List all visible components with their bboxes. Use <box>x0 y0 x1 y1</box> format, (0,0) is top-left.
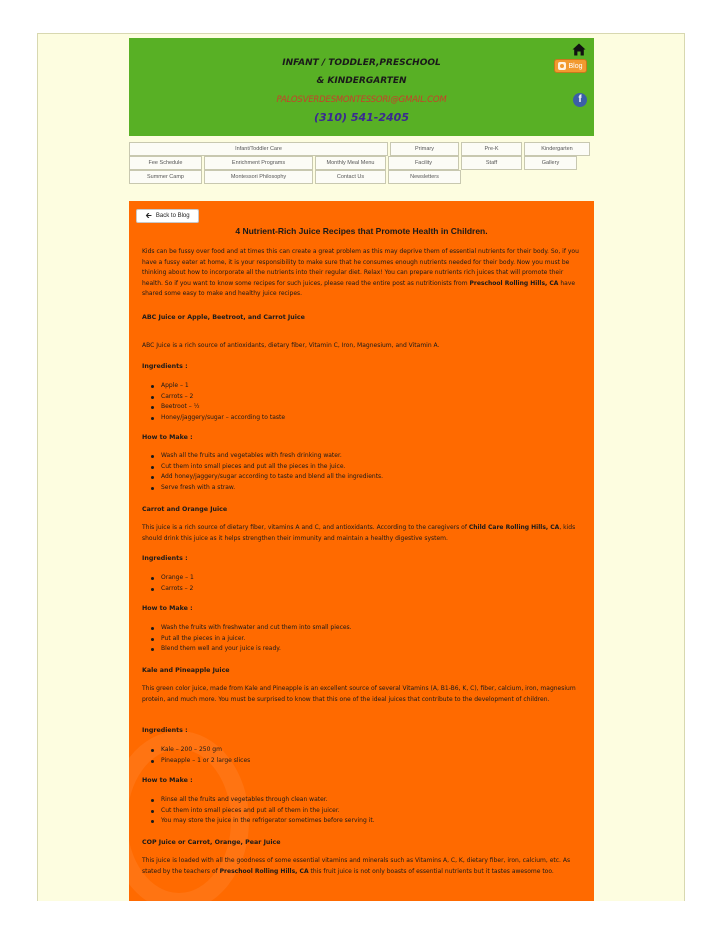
kale-ingredients-heading: Ingredients : <box>142 727 188 734</box>
list-item: Beetroot – ½ <box>142 402 582 413</box>
page-container <box>37 33 685 901</box>
rss-icon <box>558 62 566 70</box>
blog-button[interactable] <box>554 59 587 73</box>
nav-pre-k[interactable]: Pre-K <box>461 142 522 156</box>
nav-fee-schedule[interactable]: Fee Schedule <box>129 156 202 170</box>
carrot-ingredients-heading: Ingredients : <box>142 555 188 562</box>
preschool-link[interactable]: Preschool Rolling Hills, CA <box>219 867 309 875</box>
preschool-link[interactable]: Preschool Rolling Hills, CA <box>469 279 559 287</box>
email-link[interactable]: PALOSVERDESMONTESSORI@GMAIL.COM <box>276 95 447 105</box>
list-item: You may store the juice in the refrigerator sometimes before serving it. <box>142 816 582 827</box>
nav-enrichment-programs[interactable]: Enrichment Programs <box>204 156 313 170</box>
abc-steps-list <box>142 451 582 493</box>
nav-monthly-meal-menu[interactable]: Monthly Meal Menu <box>315 156 386 170</box>
school-title-line1: INFANT / TODDLER,PRESCHOOL <box>282 58 441 68</box>
abc-ingredients-list <box>142 381 582 423</box>
nav-staff[interactable]: Staff <box>461 156 522 170</box>
list-item: Carrots – 2 <box>142 584 582 595</box>
carrot-description: This juice is a rich source of dietary fiber, vitamins A and C, and antioxidants. According to the caregivers of Child Care Rolling Hills, CA, kids should drink this juice as it helps strengthen their immunity and maintain a healthy digestive system. <box>142 524 576 542</box>
list-item: Wash the fruits with freshwater and cut them into small pieces. <box>142 623 582 634</box>
nav-primary[interactable]: Primary <box>390 142 459 156</box>
nav-kindergarten[interactable]: Kindergarten <box>524 142 590 156</box>
list-item: Apple – 1 <box>142 381 582 392</box>
school-title-line2: & KINDERGARTEN <box>316 76 407 86</box>
carrot-heading: Carrot and Orange Juice <box>142 506 228 513</box>
cop-description: This juice is loaded with all the goodness of some essential vitamins and minerals such as Vitamins A, C, K, dietary fiber, iron, calcium, etc. As stated by the teachers of Preschool Rolling Hills, CA this fruit juice is not only boasts of essential nutrients but it tastes awesome too. <box>142 857 571 875</box>
nav-gallery[interactable]: Gallery <box>524 156 577 170</box>
carrot-ingredients-list <box>142 573 582 594</box>
nav-montessori-philosophy[interactable]: Montessori Philosophy <box>204 170 313 184</box>
list-item: Rinse all the fruits and vegetables through clean water. <box>142 795 582 806</box>
facebook-icon[interactable]: f <box>573 93 587 107</box>
blog-post <box>129 201 594 901</box>
list-item: Cut them into small pieces and put all of them in the juicer. <box>142 806 582 817</box>
list-item: Blend them well and your juice is ready. <box>142 644 582 655</box>
list-item: Pineapple – 1 or 2 large slices <box>142 756 582 767</box>
nav-contact-us[interactable]: Contact Us <box>315 170 386 184</box>
phone-number[interactable]: (310) 541-2405 <box>314 111 409 124</box>
nav-facility[interactable]: Facility <box>388 156 459 170</box>
kale-how-heading: How to Make : <box>142 777 193 784</box>
nav-infant-toddler-care[interactable]: Infant/Toddler Care <box>129 142 388 156</box>
list-item: Orange – 1 <box>142 573 582 584</box>
list-item: Put all the pieces in a juicer. <box>142 634 582 645</box>
cop-heading: COP Juice or Carrot, Orange, Pear Juice <box>142 839 281 846</box>
nav-summer-camp[interactable]: Summer Camp <box>129 170 202 184</box>
abc-heading: ABC Juice or Apple, Beetroot, and Carrot Juice <box>142 314 305 321</box>
list-item: Cut them into small pieces and put all the pieces in the juice. <box>142 462 582 473</box>
site-header <box>129 38 594 136</box>
list-item: Wash all the fruits and vegetables with fresh drinking water. <box>142 451 582 462</box>
arrow-left-icon: 🡰 <box>145 211 152 220</box>
blog-label: Blog <box>568 62 583 70</box>
abc-how-heading: How to Make : <box>142 434 193 441</box>
carrot-steps-list <box>142 623 582 655</box>
intro-paragraph: Kids can be fussy over food and at times this can create a great problem as this may deprive them of essential nutrients for their body. So, if you have a fussy eater at home, it is your responsibility to make sure that he consumes enough nutrients needed for their body. Now you must be thinking about how to incorporate all the nutrients into their regular diet. Relax! You can prepare nutrients rich juices that will promote their health. So if you want to know some recipes for such juices, please read the entire post as nutritionists from Preschool Rolling Hills, CA have shared some easy to make and healthy juice recipes. <box>142 248 579 297</box>
list-item: Honey/jaggery/sugar – according to taste <box>142 413 582 424</box>
list-item: Add honey/jaggery/sugar according to taste and blend all the ingredients. <box>142 472 582 483</box>
carrot-how-heading: How to Make : <box>142 605 193 612</box>
kale-steps-list <box>142 795 582 827</box>
abc-ingredients-heading: Ingredients : <box>142 363 188 370</box>
list-item: Serve fresh with a straw. <box>142 483 582 494</box>
abc-description: ABC Juice is a rich source of antioxidants, dietary fiber, Vitamin C, Iron, Magnesium, and Vitamin A. <box>142 342 440 349</box>
list-item: Carrots – 2 <box>142 392 582 403</box>
kale-ingredients-list <box>142 745 582 766</box>
back-to-blog-label: Back to Blog <box>155 213 190 219</box>
list-item: Kale – 200 – 250 gm <box>142 745 582 756</box>
back-to-blog-button[interactable] <box>136 209 199 223</box>
child-care-link[interactable]: Child Care Rolling Hills, CA <box>468 524 560 531</box>
home-icon[interactable] <box>572 43 586 56</box>
kale-description: This green color juice, made from Kale and Pineapple is an excellent source of several Vitamins (A, B1-B6, K, C), fiber, calcium, iron, magnesium protein, and much more. You must be surprised to know that this one of the ideal juices that contribute to the development of children. <box>142 685 576 703</box>
kale-heading: Kale and Pineapple Juice <box>142 667 230 674</box>
post-title: 4 Nutrient-Rich Juice Recipes that Promote Health in Children. <box>235 226 488 236</box>
nav-newsletters[interactable]: Newsletters <box>388 170 461 184</box>
